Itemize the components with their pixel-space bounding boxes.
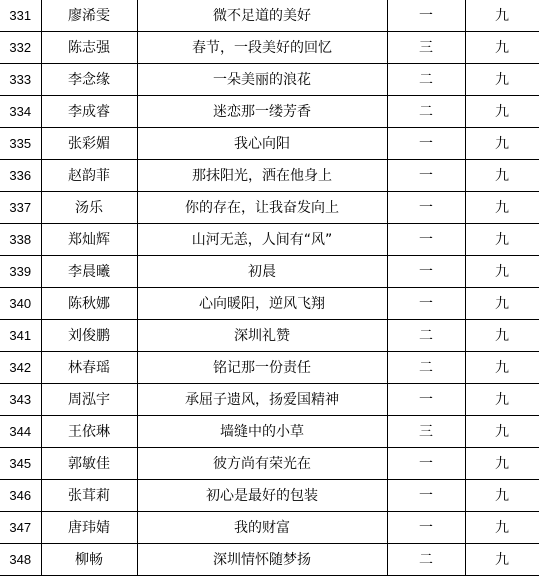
cell-number: 343	[0, 384, 41, 416]
cell-grade: 九	[465, 512, 539, 544]
cell-grade: 九	[465, 544, 539, 576]
cell-student-name: 郑灿辉	[41, 224, 137, 256]
cell-award-level: 一	[387, 160, 465, 192]
cell-student-name: 张彩媚	[41, 128, 137, 160]
cell-number: 334	[0, 96, 41, 128]
cell-number: 345	[0, 448, 41, 480]
cell-number: 347	[0, 512, 41, 544]
cell-number: 338	[0, 224, 41, 256]
cell-number: 336	[0, 160, 41, 192]
cell-student-name: 赵韵菲	[41, 160, 137, 192]
cell-essay-title: 你的存在，让我奋发向上	[137, 192, 387, 224]
cell-number: 340	[0, 288, 41, 320]
cell-essay-title: 微不足道的美好	[137, 0, 387, 32]
cell-essay-title: 初晨	[137, 256, 387, 288]
cell-grade: 九	[465, 448, 539, 480]
cell-student-name: 廖浠雯	[41, 0, 137, 32]
cell-award-level: 二	[387, 352, 465, 384]
cell-essay-title: 那抹阳光，洒在他身上	[137, 160, 387, 192]
table-row	[0, 288, 539, 320]
cell-number: 344	[0, 416, 41, 448]
cell-essay-title: 春节，一段美好的回忆	[137, 32, 387, 64]
cell-student-name: 周泓宇	[41, 384, 137, 416]
cell-award-level: 一	[387, 480, 465, 512]
cell-grade: 九	[465, 224, 539, 256]
cell-essay-title: 铭记那一份责任	[137, 352, 387, 384]
cell-number: 339	[0, 256, 41, 288]
cell-grade: 九	[465, 352, 539, 384]
cell-grade: 九	[465, 32, 539, 64]
cell-grade: 九	[465, 416, 539, 448]
cell-award-level: 一	[387, 224, 465, 256]
cell-award-level: 一	[387, 0, 465, 32]
cell-student-name: 王依琳	[41, 416, 137, 448]
cell-student-name: 张茸莉	[41, 480, 137, 512]
cell-award-level: 一	[387, 512, 465, 544]
cell-grade: 九	[465, 480, 539, 512]
cell-student-name: 陈志强	[41, 32, 137, 64]
cell-grade: 九	[465, 96, 539, 128]
cell-essay-title: 承屈子遗风，扬爱国精神	[137, 384, 387, 416]
cell-grade: 九	[465, 192, 539, 224]
cell-grade: 九	[465, 384, 539, 416]
table-row	[0, 32, 539, 64]
table-row	[0, 416, 539, 448]
table-row	[0, 352, 539, 384]
cell-student-name: 刘俊鹏	[41, 320, 137, 352]
cell-essay-title: 一朵美丽的浪花	[137, 64, 387, 96]
table-row	[0, 64, 539, 96]
table-row	[0, 160, 539, 192]
cell-essay-title: 墙缝中的小草	[137, 416, 387, 448]
cell-grade: 九	[465, 320, 539, 352]
cell-student-name: 陈秋娜	[41, 288, 137, 320]
cell-grade: 九	[465, 128, 539, 160]
cell-essay-title: 迷恋那一缕芳香	[137, 96, 387, 128]
table-row	[0, 512, 539, 544]
cell-number: 331	[0, 0, 41, 32]
cell-award-level: 二	[387, 96, 465, 128]
table-row	[0, 256, 539, 288]
cell-award-level: 一	[387, 448, 465, 480]
cell-essay-title: 初心是最好的包装	[137, 480, 387, 512]
cell-essay-title: 山河无恙，人间有“风”	[137, 224, 387, 256]
cell-number: 346	[0, 480, 41, 512]
cell-award-level: 二	[387, 64, 465, 96]
cell-award-level: 一	[387, 256, 465, 288]
cell-award-level: 二	[387, 544, 465, 576]
cell-student-name: 郭敏佳	[41, 448, 137, 480]
cell-number: 337	[0, 192, 41, 224]
cell-essay-title: 深圳情怀随梦扬	[137, 544, 387, 576]
table-row	[0, 128, 539, 160]
cell-number: 332	[0, 32, 41, 64]
cell-essay-title: 我心向阳	[137, 128, 387, 160]
cell-student-name: 柳畅	[41, 544, 137, 576]
table-row	[0, 224, 539, 256]
cell-grade: 九	[465, 0, 539, 32]
cell-award-level: 三	[387, 32, 465, 64]
cell-grade: 九	[465, 160, 539, 192]
cell-award-level: 二	[387, 320, 465, 352]
cell-number: 348	[0, 544, 41, 576]
cell-number: 333	[0, 64, 41, 96]
cell-student-name: 唐玮婧	[41, 512, 137, 544]
cell-number: 342	[0, 352, 41, 384]
cell-essay-title: 心向暖阳，逆风飞翔	[137, 288, 387, 320]
cell-student-name: 李成睿	[41, 96, 137, 128]
cell-student-name: 李念缘	[41, 64, 137, 96]
cell-essay-title: 深圳礼赞	[137, 320, 387, 352]
cell-grade: 九	[465, 256, 539, 288]
table-row	[0, 480, 539, 512]
table-row	[0, 544, 539, 576]
table-row	[0, 384, 539, 416]
cell-award-level: 一	[387, 192, 465, 224]
cell-award-level: 一	[387, 288, 465, 320]
table-row	[0, 96, 539, 128]
table-row	[0, 192, 539, 224]
cell-award-level: 三	[387, 416, 465, 448]
cell-number: 335	[0, 128, 41, 160]
cell-student-name: 林春瑶	[41, 352, 137, 384]
cell-grade: 九	[465, 64, 539, 96]
cell-award-level: 一	[387, 384, 465, 416]
cell-essay-title: 我的财富	[137, 512, 387, 544]
table-row	[0, 0, 539, 32]
table-row	[0, 448, 539, 480]
table-row	[0, 320, 539, 352]
cell-student-name: 汤乐	[41, 192, 137, 224]
cell-number: 341	[0, 320, 41, 352]
cell-student-name: 李晨曦	[41, 256, 137, 288]
cell-grade: 九	[465, 288, 539, 320]
cell-essay-title: 彼方尚有荣光在	[137, 448, 387, 480]
cell-award-level: 一	[387, 128, 465, 160]
